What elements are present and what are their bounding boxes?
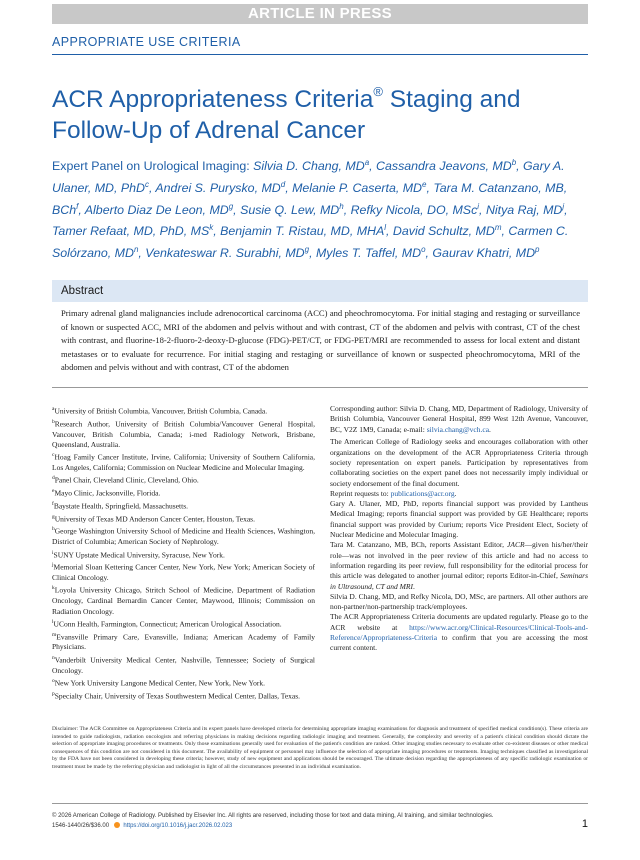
footer-divider	[52, 803, 588, 804]
reprint-email-link[interactable]: publications@acr.org	[390, 488, 455, 498]
affiliation-mark: f	[52, 500, 54, 507]
author-affiliation-mark[interactable]: m	[494, 223, 502, 233]
copyright-notice: © 2026 American College of Radiology. Published by Elsevier Inc. All rights are reserved, including those for text and data mining, AI training, and similar technologies.	[52, 813, 494, 819]
author-name: Tara M. Catanzano, MB, BCh	[52, 180, 568, 217]
affiliation-mark: h	[52, 526, 55, 533]
corresponding-text: Corresponding author: Silvia D. Chang, MD, Department of Radiology, University of British Columbia, Vancouver General Hospital, 899 West 12th Avenue, Vancouver, BC, V2Z 1M9, Canada; e-mail:	[330, 404, 588, 434]
affiliation-text: UConn Health, Farmington, Connecticut; American Urological Association.	[53, 619, 282, 629]
author-affiliation-mark[interactable]: k	[209, 223, 214, 233]
affiliation-entry	[52, 630, 315, 653]
affiliation-text: Research Author, University of British Columbia/Vancouver General Hospital, Vancouver, British Columbia, Canada; i-med Radiology Network, Brisbane, Queensland, Australia.	[52, 419, 315, 449]
author-name: Andrei S. Purysko, MD	[155, 180, 281, 195]
update-suffix: to confirm that you are accessing the most current content.	[330, 633, 588, 653]
affiliation-entry	[52, 548, 315, 561]
acr-statement-text: The American College of Radiology seeks and encourages collaboration with other organizations on the development of the ACR Appropriateness Criteria through society representation on expert panels. Participation by representatives from collaborating societies on the expert panel does not necessarily imply individual or society endorsement of the final document.	[330, 437, 588, 488]
corresponding-author	[330, 404, 588, 435]
page-number: 1	[581, 818, 588, 830]
author-affiliation-mark[interactable]: p	[535, 244, 540, 254]
affiliation-mark: o	[52, 677, 55, 684]
abstract-divider	[52, 387, 588, 388]
author-name: Susie Q. Lew, MD	[240, 202, 340, 217]
affiliation-text: New York University Langone Medical Center, New York, New York.	[54, 678, 266, 688]
reprint-end: .	[454, 488, 457, 498]
abstract-heading: Abstract	[52, 280, 588, 302]
author-affiliation-mark[interactable]: d	[280, 179, 286, 189]
author-names: Silvia D. Chang, $MD^a$, Cassandra Jeavons, $MD^b$, Gary A. Ulaner, MD, PhD$^c$, Andrei S. Purysko, $MD^d$, Melanie P. Caserta, MDe, Tara M. Catanzano, MB, BCh$^f$, Alberto Diaz De Leon, $MD^g$, Susie Q. Lew, $MD^h$, Refky Nicola, DO, MSc$^i$, Nitya Raj, $MD^j$, Tamer Refaat, MD, PhD, $MS^k$, Benjamin T. Ristau, MD, MHA$^l$, David Schultz, $MD^m$, Carmen C. Solórzano, $MD^n$, Venkateswar R. Surabhi, $MD^g$, Myles T. Taffel, $MD^o$, Gaurav Khatri, $MD^p$	[52, 158, 569, 260]
footer	[52, 811, 552, 831]
author-name: Gary A. Ulaner, MD, PhD	[52, 159, 565, 195]
author-name: Refky Nicola, DO, MSc	[350, 202, 478, 217]
affiliation-text: George Washington University School of Medicine and Health Sciences, Washington, District of Columbia; American Society of Nephrology.	[52, 526, 315, 547]
affiliation-text: Evansville Primary Care, Evansville, Indiana; American Academy of Family Physicians.	[52, 632, 315, 652]
affiliation-mark: b	[52, 418, 55, 425]
affiliation-entry	[52, 450, 315, 473]
affiliation-entry	[52, 689, 315, 702]
author-name: David Schultz, MD	[392, 224, 495, 239]
affiliations-column	[52, 404, 315, 701]
affiliation-mark: a	[52, 406, 55, 412]
affiliation-text: University of British Columbia, Vancouver, British Columbia, Canada.	[54, 406, 268, 416]
disclosure-others: Silvia D. Chang, MD, and Refky Nicola, DO, MSc, are partners. All other authors are non-partner/non-partnership track/employees.	[330, 591, 588, 612]
affiliation-entry	[52, 417, 315, 450]
affiliation-mark: e	[52, 488, 55, 495]
notes-column	[330, 404, 588, 656]
corresponding-email-link[interactable]: silvia.chang@vch.ca	[426, 424, 490, 434]
affiliation-entry	[52, 524, 315, 547]
affiliation-text: Memorial Sloan Kettering Cancer Center, New York, New York; American Society of Clinical Oncology.	[52, 562, 315, 583]
author-name: Nitya Raj, MD	[485, 202, 563, 217]
author-affiliation-mark[interactable]: n	[133, 244, 139, 254]
affiliation-entry	[52, 583, 315, 616]
abstract-text: Primary adrenal gland malignancies include adrenocortical carcinoma (ACC) and pheochromocytoma. For initial staging and restaging or surveillance of known or suspected ACC, MRI of the abdomen and pelvis without and with contrast, CT of the abdomen and pelvis with contrast, CT of the chest with contrast, and fluorine-18-2-fluoro-2-deoxy-D-glucose (FDG)-PET/CT, or FDG-PET/MRI are recommended to assess for local extent and distant metastases or to evaluate for recurrence. For initial staging and restaging or surveillance of known or suspected pheochromocytoma, MRI of the abdomen and pelvis without and with contrast, CT of the abdomen	[61, 308, 580, 372]
affiliation-text: University of Texas MD Anderson Cancer Center, Houston, Texas.	[54, 514, 255, 524]
disclosure-ulaner: Gary A. Ulaner, MD, PhD, reports financial support was provided by Lantheus Medical Imaging; reports financial support was provided by GE Healthcare; reports financial support was provided by Curium; reports Vice President Elect, Society of Nuclear Medicine and Molecular Imaging.	[330, 499, 588, 540]
author-affiliation-mark[interactable]: c	[144, 179, 149, 189]
affiliation-mark: l	[52, 618, 54, 625]
affiliation-entry	[52, 512, 315, 525]
doi-icon	[114, 822, 120, 828]
author-name: Alberto Diaz De Leon, MD	[84, 202, 229, 217]
update-text: The ACR Appropriateness Criteria documents are updated regularly. Please go to the ACR website at	[330, 612, 588, 632]
affiliation-mark: d	[52, 475, 55, 482]
corresponding-end: .	[489, 424, 491, 434]
author-affiliation-mark[interactable]: b	[511, 158, 517, 167]
affiliation-mark: c	[52, 452, 55, 459]
author-name: Tamer Refaat, MD, PhD, MS	[52, 224, 210, 239]
author-affiliation-mark[interactable]: f	[76, 201, 79, 211]
affiliation-mark: i	[52, 549, 54, 556]
affiliation-text: Hoag Family Cancer Institute, Irvine, California; University of Southern California, Los Angeles, California; Commission on Nuclear Medicine and Molecular Imaging.	[52, 452, 315, 472]
author-affiliation-mark[interactable]: g	[304, 244, 310, 254]
acr-website-link[interactable]: https://www.acr.org/Clinical-Resources/Clinical-Tools-and-Reference/Appropriateness-Criteria	[330, 622, 588, 643]
author-name: Myles T. Taffel, MD	[315, 246, 422, 260]
affiliation-entry	[52, 486, 315, 499]
panel-name: Expert Panel on Urological Imaging:	[52, 159, 254, 174]
author-affiliation-mark[interactable]: g	[228, 201, 234, 211]
title-text-end: Staging and Follow-Up of Adrenal Cancer	[52, 86, 521, 144]
author-name: Gaurav Khatri, MD	[432, 246, 536, 260]
author-affiliation-mark[interactable]: o	[421, 244, 426, 254]
author-name: Benjamin T. Ristau, MD, MHA	[220, 224, 385, 239]
affiliation-mark: j	[52, 562, 54, 569]
journal-name-2: Seminars in Ultrasound, CT and MRI	[330, 571, 588, 591]
affiliation-text: Mayo Clinic, Jacksonville, Florida.	[54, 488, 161, 498]
affiliation-entry	[52, 676, 315, 689]
article-in-press-banner: ARTICLE IN PRESS	[52, 4, 588, 24]
doi-link[interactable]: https://doi.org/10.1016/j.jacr.2026.02.023	[123, 823, 233, 829]
affiliation-text: Loyola University Chicago, Stritch School of Medicine, Department of Radiation Oncology, Cardinal Bernardin Cancer Center, Maywood, Illinois; Commission on Radiation Oncology.	[52, 585, 315, 616]
affiliation-mark: n	[52, 654, 55, 661]
registered-mark: ®	[373, 84, 383, 99]
author-affiliation-mark[interactable]: a	[364, 158, 370, 167]
affiliation-entry	[52, 404, 315, 417]
affiliation-text: Specialty Chair, University of Texas Southwestern Medical Center, Dallas, Texas.	[54, 691, 301, 701]
affiliation-mark: m	[52, 631, 57, 638]
author-affiliation-mark[interactable]: h	[339, 201, 344, 211]
disclosure-catanzano-middle: —given his/her/their role—was not involved in the peer review of this article and had no access to information regarding its peer review, full responsibility for the editorial process for this article was delegated to another journal editor; reports Editor-in-Chief,	[330, 540, 588, 581]
acr-statement	[330, 437, 588, 653]
section-label: APPROPRIATE USE CRITERIA	[52, 35, 241, 49]
affiliation-entry	[52, 499, 315, 512]
author-affiliation-mark[interactable]: j	[562, 201, 565, 211]
author-affiliation-mark[interactable]: i	[477, 201, 480, 211]
affiliation-text: Panel Chair, Cleveland Clinic, Cleveland, Ohio.	[54, 475, 199, 485]
author-affiliation-mark[interactable]: l	[384, 223, 387, 233]
author-name: Carmen C. Solórzano, MD	[52, 224, 569, 260]
journal-name: JACR	[507, 540, 525, 550]
affiliation-entry	[52, 653, 315, 676]
author-name: Silvia D. Chang, MD	[253, 159, 365, 174]
reprint-label: Reprint requests to:	[330, 488, 391, 498]
title-text-start: ACR Appropriateness Criteria	[52, 86, 374, 113]
affiliation-mark: g	[52, 513, 55, 520]
affiliation-mark: k	[52, 585, 55, 592]
disclaimer: Disclaimer: The ACR Committee on Appropriateness Criteria and its expert panels have developed criteria for determining appropriate imaging examinations for diagnosis and treatment of specified medical condition(s). These criteria are intended to guide radiologists, radiation oncologists and referring physicians in making decisions regarding radiologic imaging and treatment. Generally, the complexity and severity of a patient's clinical condition should dictate the selection of appropriate imaging procedures or treatments. Only those examinations generally used for evaluation of the patient's condition are ranked. Other imaging studies necessary to evaluate other co-existent diseases or other medical consequences of this condition are not considered in this document. The availability of equipment or personnel may influence the selection of appropriate imaging procedures or treatments. Imaging techniques classified as investigational by the FDA have not been considered in developing these criteria; however, study of new equipment and applications should be encouraged. The ultimate decision regarding the appropriateness of any specific radiologic examination or treatment must be made by the referring physician and radiologist in light of all the circumstances presented in an individual examination.	[52, 726, 588, 770]
affiliation-entry	[52, 617, 315, 630]
author-name: Cassandra Jeavons, MD	[376, 159, 512, 174]
disclosure-catanzano-end: .	[413, 581, 415, 591]
affiliation-mark: p	[52, 690, 55, 697]
affiliation-entry	[52, 473, 315, 486]
author-list	[52, 154, 588, 263]
issn: 1546-1440/26/$36.00	[52, 823, 110, 829]
affiliation-text: Vanderbilt University Medical Center, Nashville, Tennessee; Society of Surgical Oncology.	[52, 655, 315, 675]
issn-doi-line	[52, 821, 552, 831]
author-name: Venkateswar R. Surabhi, MD	[145, 246, 305, 260]
section-divider	[52, 54, 588, 55]
author-name: Melanie P. Caserta, MD	[292, 180, 423, 195]
article-title	[52, 84, 592, 146]
disclosure-catanzano-start: Tara M. Catanzano, MB, BCh, reports Assistant Editor,	[330, 540, 508, 550]
affiliation-text: Baystate Health, Springfield, Massachusetts.	[53, 501, 188, 511]
affiliation-text: SUNY Upstate Medical University, Syracuse, New York.	[53, 550, 225, 560]
affiliation-entry	[52, 560, 315, 583]
author-affiliation-mark[interactable]: e	[422, 179, 427, 189]
